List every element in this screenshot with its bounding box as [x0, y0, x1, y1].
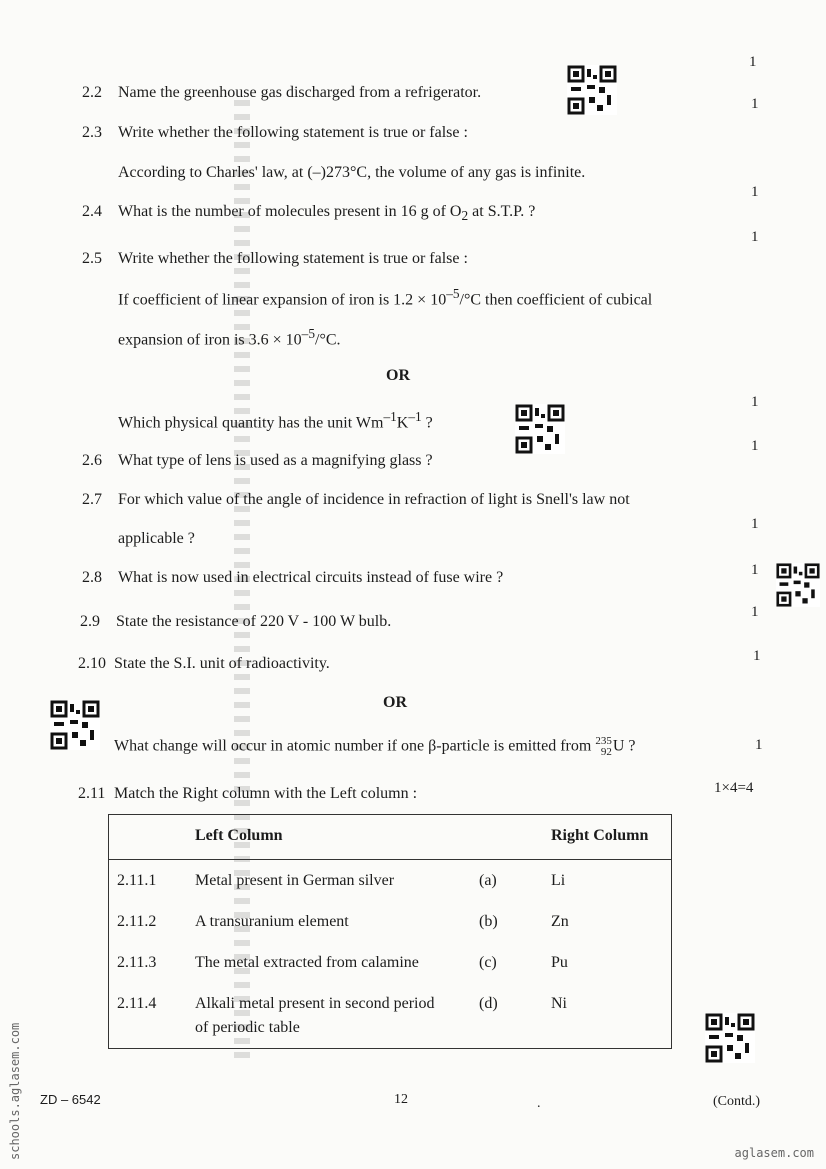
- paper-code: ZD – 6542: [40, 1092, 101, 1107]
- table-row: 2.11.2 A transuranium element (b) Zn: [117, 913, 569, 930]
- question-2-7: 2.7 For which value of the angle of incidence in refraction of light is Snell's law not: [82, 491, 630, 508]
- site-watermark: aglasem.com: [734, 1146, 814, 1160]
- qr-code-icon: [705, 1013, 755, 1063]
- top-mark: 1: [749, 54, 757, 70]
- or-separator-1: OR: [386, 367, 410, 384]
- qr-code-icon: [567, 65, 617, 115]
- footer-dot: .: [537, 1096, 541, 1111]
- right-column-header: Right Column: [543, 815, 672, 860]
- mark-2-5: 1: [751, 394, 759, 410]
- mark-2-8: 1: [751, 562, 759, 578]
- question-2-5-line2: expansion of iron is $3.6 \times 10^{-5}/^\circ C$.: [118, 326, 341, 349]
- question-2-7-line2: applicable ?: [118, 530, 195, 547]
- or-separator-2: OR: [383, 694, 407, 711]
- mark-2-10: 1: [753, 648, 761, 664]
- mark-2-7: 1: [751, 516, 759, 532]
- table-row: 2.11.1 Metal present in German silver (a) Li: [117, 872, 566, 889]
- contd-label: (Contd.): [713, 1094, 761, 1109]
- table-row: 2.11.3 The metal extracted from calamine (c) Pu: [117, 954, 568, 971]
- table-row: 2.11.4 Alkali metal present in second period of periodic table (d) Ni: [117, 995, 567, 1036]
- question-2-5-alt: Which physical quantity has the unit $Wm^{-1}K^{-1}$ ?: [118, 409, 433, 432]
- question-2-3-statement: According to Charles' law, at (–)273°C, the volume of any gas is infinite.: [118, 164, 586, 181]
- qr-code-icon: [776, 563, 820, 607]
- question-2-5: 2.5 Write whether the following statement is true or false :: [82, 250, 468, 267]
- question-2-10-alt: What change will occur in atomic number if one β-particle is emitted from 235 92 U ?: [114, 735, 636, 758]
- question-2-8: 2.8 What is now used in electrical circuits instead of fuse wire ?: [82, 569, 504, 586]
- question-2-3: 2.3 Write whether the following statement is true or false :: [82, 124, 468, 141]
- mark-2-10-alt: 1: [755, 737, 763, 753]
- mark-2-4: 1: [751, 229, 759, 245]
- mark-2-6: 1: [751, 438, 759, 454]
- qr-code-icon: [515, 404, 565, 454]
- side-watermark: schools.aglasem.com: [8, 1022, 22, 1160]
- page-number: 12: [394, 1092, 408, 1107]
- question-2-6: 2.6 What type of lens is used as a magnifying glass ?: [82, 452, 433, 469]
- question-2-9: 2.9 State the resistance of 220 V - 100 W bulb.: [80, 613, 392, 630]
- question-2-4: 2.4 What is the number of molecules present in 16 g of $O_2$ at S.T.P. ?: [82, 203, 536, 224]
- question-2-11: 2.11 Match the Right column with the Left column :: [78, 785, 418, 802]
- question-2-2: 2.2 Name the greenhouse gas discharged from a refrigerator.: [82, 84, 482, 101]
- mark-2-9: 1: [751, 604, 759, 620]
- left-column-header: Left Column: [187, 815, 471, 860]
- mark-2-2: 1: [751, 96, 759, 112]
- mark-2-11: 1×4=4: [714, 780, 754, 796]
- question-2-10: 2.10 State the S.I. unit of radioactivity.: [78, 655, 330, 672]
- question-2-5-line1: If coefficient of linear expansion of iron is $1.2 \times 10^{-5}/^\circ C$ then coefficient of cubical: [118, 286, 653, 309]
- match-table: [108, 814, 672, 1049]
- mark-2-3: 1: [751, 184, 759, 200]
- qr-code-icon: [50, 700, 100, 750]
- match-table-header: [109, 815, 672, 860]
